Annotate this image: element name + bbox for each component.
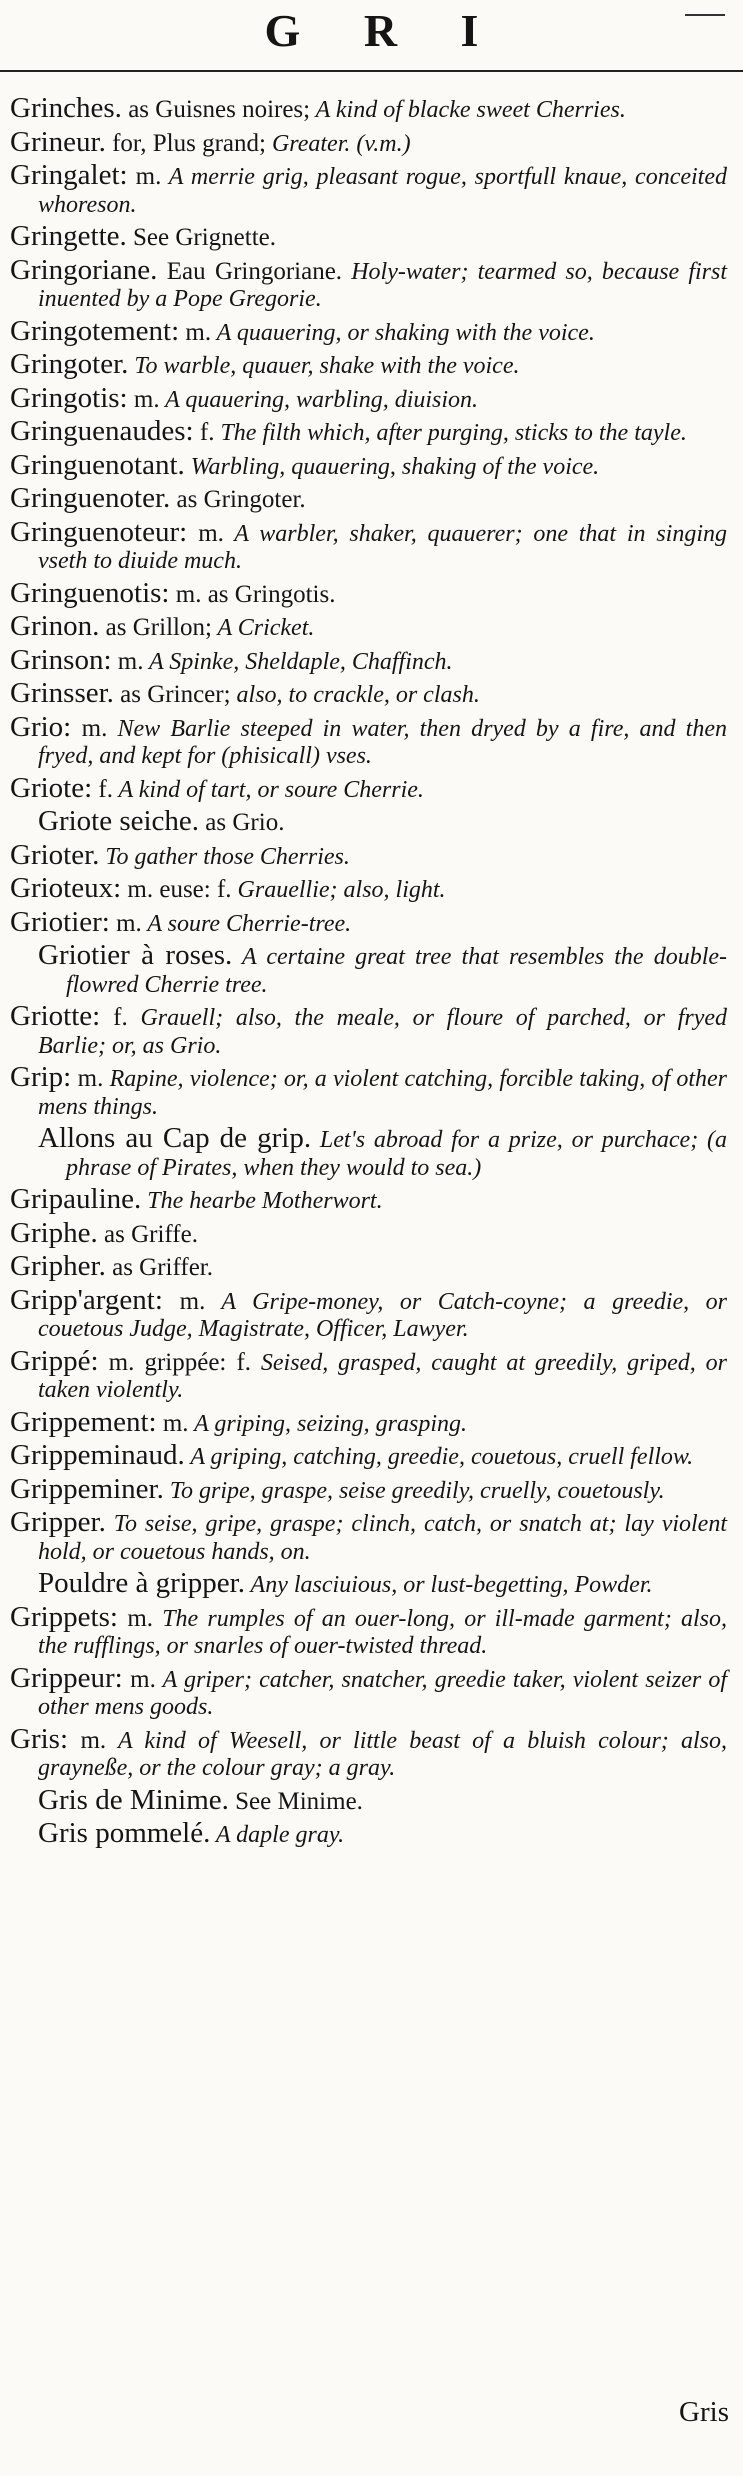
dictionary-entry: [10, 1216, 727, 1249]
dictionary-entry: [10, 643, 727, 676]
entry-headword: Griote:: [10, 771, 93, 804]
entry-headword: Gripper.: [10, 1506, 106, 1538]
dictionary-entry: [10, 1183, 727, 1215]
entry-definition: A Spinke, Sheldaple, Chaffinch.: [143, 648, 453, 675]
entry-definition: A Cricket.: [211, 615, 315, 641]
entry-grammar: as Grillon;: [99, 614, 212, 641]
dictionary-entry: [10, 805, 727, 837]
entry-definition: Rapine, violence; or, a violent catching, forcible taking, of other mens things.: [38, 1066, 727, 1120]
entry-grammar: m.: [127, 385, 160, 413]
entry-headword: Grippeur:: [10, 1661, 123, 1694]
dictionary-entry: [10, 710, 728, 770]
entry-definition: Greater. (v.m.): [265, 130, 411, 157]
entry-headword: Griote seiche.: [38, 805, 200, 837]
catchword: Gris: [679, 2396, 729, 2428]
entry-headword: Grio:: [10, 710, 72, 743]
entry-headword: Grinon.: [10, 610, 100, 642]
entry-grammar: as Guisnes noires;: [121, 96, 311, 123]
entry-headword: Gringuenoter.: [10, 482, 171, 514]
entry-grammar: m.: [117, 1604, 154, 1632]
entry-headword: Gringuenotis:: [10, 576, 170, 609]
dictionary-entry: [10, 1061, 727, 1120]
dictionary-entry: [10, 1439, 727, 1471]
entry-headword: Grippets:: [10, 1600, 118, 1633]
entry-headword: Gringuenoteur:: [10, 515, 188, 548]
entry-headword: Grinsser.: [10, 677, 114, 709]
entry-headword: Gringuenotant.: [10, 448, 185, 481]
dictionary-entry: [10, 1344, 727, 1404]
entry-definition: A certaine great tree that resembles the double-flowred Cherrie tree.: [66, 944, 728, 998]
dictionary-entry: [10, 1472, 727, 1505]
dictionary-entry: [10, 576, 727, 609]
entry-definition: A kind of blacke sweet Cherries.: [310, 97, 626, 123]
dictionary-entry: [10, 610, 727, 642]
entry-headword: Gris pommelé.: [38, 1817, 211, 1849]
entry-definition: To gather those Cherries.: [99, 843, 350, 870]
entry-headword: Grip:: [10, 1061, 72, 1093]
entry-definition: The filth which, after purging, sticks to the tayle.: [214, 420, 687, 446]
entry-definition: A soure Cherrie-tree.: [141, 910, 352, 937]
entry-definition: A griper; catcher, snatcher, greedie taker, violent seizer of other mens goods.: [38, 1666, 728, 1720]
entry-definition: A kind of tart, or soure Cherrie.: [112, 776, 424, 803]
entry-headword: Gringotement:: [10, 314, 180, 347]
entry-definition: Warbling, quauering, shaking of the voice.: [184, 453, 600, 480]
dictionary-entry: [10, 1661, 728, 1721]
entry-headword: Gringuenaudes:: [10, 415, 194, 447]
entry-grammar: as Griffe.: [97, 1220, 198, 1248]
dictionary-entry: [10, 92, 727, 124]
entry-grammar: m.: [187, 519, 224, 547]
entry-definition: A quauering, or shaking with the voice.: [211, 319, 595, 346]
entry-definition: Grauell; also, the meale, or floure of parched, or fryed Barlie; or, as Grio.: [38, 1005, 728, 1059]
dictionary-entry: [10, 448, 727, 481]
dictionary-entry: [10, 125, 727, 158]
entry-headword: Gringette.: [10, 220, 127, 252]
entry-list: [10, 92, 728, 1855]
dictionary-entry: [10, 253, 728, 313]
dictionary-entry: [10, 872, 727, 904]
entry-definition: Let's abroad for a prize, or purchace; (a phrase of Pirates, when they would to sea.): [66, 1127, 728, 1181]
entry-headword: Gripauline.: [10, 1183, 142, 1215]
entry-headword: Grineur.: [10, 125, 106, 158]
dictionary-entry: [10, 159, 727, 218]
entry-grammar: for, Plus grand;: [105, 129, 266, 157]
entry-headword: Griotier à roses.: [38, 939, 233, 971]
entry-grammar: m. euse: f.: [121, 876, 232, 903]
entry-grammar: m. grippée: f.: [98, 1348, 252, 1376]
entry-definition: A warbler, shaker, quauerer; one that in singing vseth to diuide much.: [38, 520, 727, 574]
entry-headword: Griotte:: [10, 1000, 101, 1032]
entry-grammar: m.: [122, 1665, 156, 1693]
entry-headword: Grinches.: [10, 92, 122, 124]
entry-definition: A daple gray.: [210, 1822, 345, 1848]
entry-headword: Gripher.: [10, 1250, 106, 1282]
entry-headword: Grippeminaud.: [10, 1439, 185, 1471]
entry-grammar: f.: [100, 1004, 128, 1031]
entry-headword: Gringoriane.: [10, 253, 158, 286]
entry-grammar: as Griffer.: [105, 1254, 213, 1281]
entry-definition: A Gripe-money, or Catch-coyne; a greedie, or couetous Judge, Magistrate, Officer, Lawyer.: [38, 1288, 727, 1342]
entry-definition: The rumples of an ouer-long, or ill-made garment; also, the rufflings, or snarles of ouer-twisted thread.: [38, 1605, 727, 1659]
dictionary-entry: [10, 348, 727, 380]
entry-definition: To warble, quauer, shake with the voice.: [128, 353, 520, 379]
entry-headword: Gringalet:: [10, 159, 128, 191]
entry-definition: To gripe, graspe, seise greedily, cruelly, couetously.: [163, 1477, 665, 1504]
dictionary-entry: [10, 415, 727, 447]
entry-grammar: m.: [68, 1726, 107, 1754]
dictionary-entry: [10, 1783, 727, 1816]
dictionary-entry: [10, 220, 727, 252]
entry-grammar: m.: [179, 318, 212, 346]
entry-headword: Grippé:: [10, 1344, 99, 1377]
entry-headword: Grippement:: [10, 1405, 157, 1438]
dictionary-entry: [10, 381, 727, 414]
entry-definition: A griping, seizing, grasping.: [188, 1410, 468, 1437]
entry-definition: A merrie grig, pleasant rogue, sportfull knaue, conceited whoreson.: [38, 164, 727, 218]
entry-grammar: as Gringoter.: [170, 486, 306, 513]
entry-definition: Grauellie; also, light.: [231, 877, 446, 903]
entry-headword: Gringotis:: [10, 381, 128, 414]
entry-grammar: as Grio.: [199, 809, 285, 836]
entry-grammar: See Minime.: [228, 1787, 363, 1815]
dictionary-entry: [10, 1000, 728, 1059]
entry-headword: Griotier:: [10, 905, 110, 938]
dictionary-entry: [10, 482, 727, 514]
entry-headword: Gris:: [10, 1722, 68, 1755]
entry-grammar: f.: [92, 775, 113, 803]
running-head: G R I: [264, 5, 505, 56]
dictionary-entry: [10, 1405, 727, 1438]
dictionary-entry: [10, 1283, 727, 1343]
dictionary-entry: [10, 1817, 727, 1849]
entry-grammar: as Grincer;: [113, 681, 231, 708]
header-rule: [0, 70, 743, 72]
entry-definition: Seised, grasped, caught at greedily, griped, or taken violently.: [38, 1349, 727, 1403]
entry-grammar: m. as Gringotis.: [169, 580, 336, 608]
entry-headword: Pouldre à gripper.: [38, 1567, 245, 1599]
entry-grammar: m.: [111, 647, 144, 675]
dictionary-entry: [10, 1567, 727, 1599]
dictionary-entry: [10, 771, 727, 804]
entry-grammar: m.: [109, 909, 142, 937]
entry-headword: Gripp'argent:: [10, 1283, 163, 1316]
entry-definition: Holy-water; tearmed so, because first inuented by a Pope Gregorie.: [38, 258, 728, 312]
dictionary-entry: [10, 314, 727, 347]
entry-grammar: m.: [127, 163, 162, 190]
entry-definition: A quauering, warbling, diuision.: [159, 386, 479, 413]
entry-grammar: m.: [162, 1287, 206, 1315]
entry-headword: Grioteux:: [10, 872, 122, 904]
entry-definition: also, to crackle, or clash.: [230, 682, 480, 708]
dictionary-entry: [10, 1122, 728, 1181]
entry-grammar: See Grignette.: [126, 224, 277, 251]
dictionary-entry: [10, 905, 727, 938]
entry-headword: Grippeminer.: [10, 1472, 164, 1505]
entry-headword: Grinson:: [10, 643, 112, 676]
entry-definition: The hearbe Motherwort.: [141, 1188, 383, 1214]
dictionary-entry: [10, 939, 728, 998]
entry-grammar: m.: [71, 714, 108, 742]
page-header: [0, 0, 743, 70]
dictionary-entry: [10, 1600, 727, 1660]
entry-headword: Griphe.: [10, 1216, 98, 1249]
dictionary-entry: [10, 1250, 727, 1282]
entry-headword: Grioter.: [10, 838, 100, 871]
entry-definition: A kind of Weesell, or little beast of a bluish colour; also, grayneße, or the colour gray; a gray.: [38, 1727, 727, 1781]
dictionary-entry: [10, 677, 727, 709]
entry-headword: Gringoter.: [10, 348, 129, 380]
corner-mark: [685, 0, 725, 16]
dictionary-entry: [10, 1506, 727, 1565]
dictionary-entry: [10, 838, 727, 871]
entry-grammar: m.: [156, 1409, 189, 1437]
entry-definition: A griping, catching, greedie, couetous, cruell fellow.: [184, 1444, 694, 1470]
entry-headword: Allons au Cap de grip.: [38, 1122, 312, 1154]
entry-grammar: f.: [193, 419, 215, 446]
entry-headword: Gris de Minime.: [38, 1783, 229, 1816]
dictionary-entry: [10, 515, 727, 575]
entry-grammar: m.: [71, 1065, 104, 1092]
entry-definition: Any lasciuious, or lust-begetting, Powder.: [244, 1572, 653, 1598]
entry-definition: To seise, gripe, graspe; clinch, catch, or snatch at; lay violent hold, or couetous hands, on.: [38, 1511, 727, 1565]
entry-definition: New Barlie steeped in water, then dryed by a fire, and then fryed, and kept for (phisicall) vses.: [38, 715, 728, 769]
dictionary-entry: [10, 1722, 727, 1782]
entry-grammar: Eau Gringoriane.: [157, 257, 343, 285]
